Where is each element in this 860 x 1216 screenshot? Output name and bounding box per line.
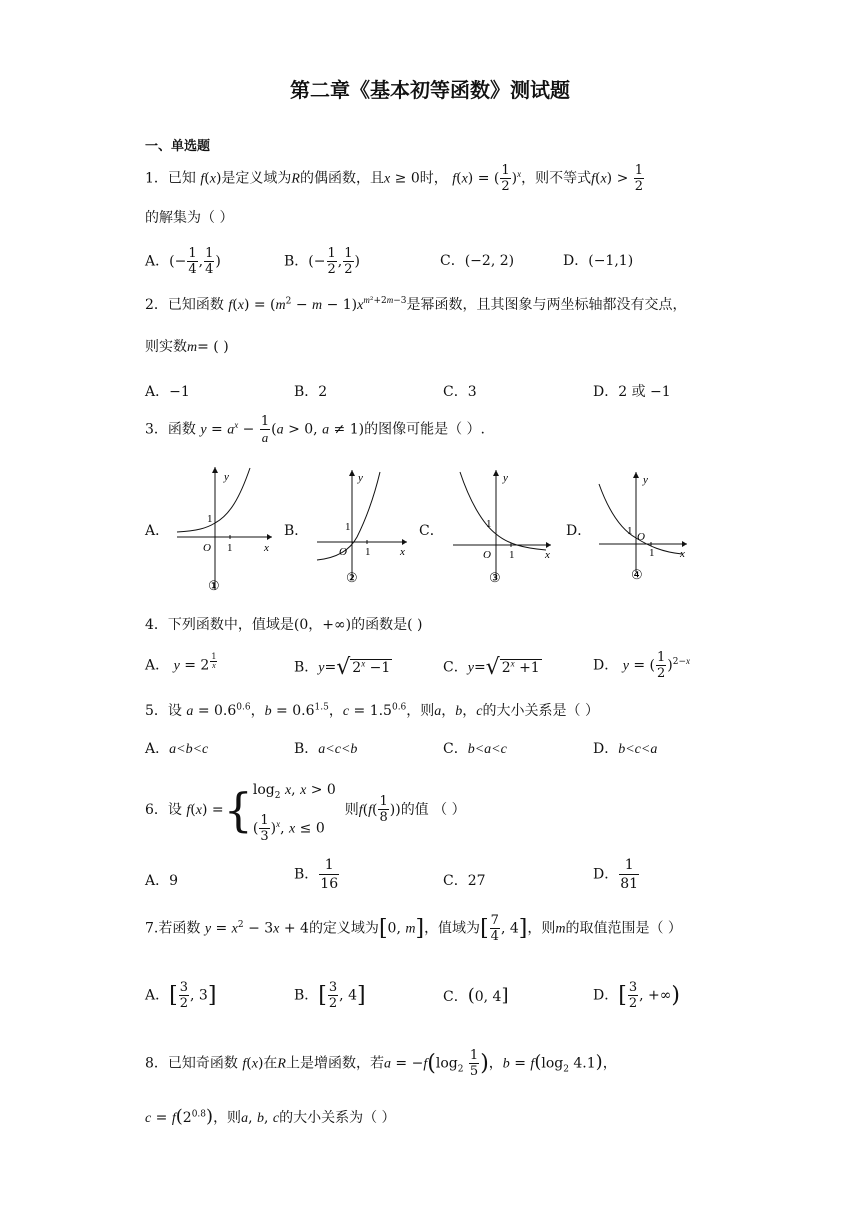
question-2-line2: 则实数m= ( ) bbox=[145, 339, 229, 355]
q1-option-c[interactable]: C．(−2, 2) bbox=[440, 253, 515, 269]
question-8: 8．已知奇函数 f(x)在R上是增函数，若$a = -f(\log_2$ $\frac{1}{5}$ )，$b = f(\log_2$ 4.1)， bbox=[145, 1048, 617, 1079]
question-8-line2: $c = f(2^{0.8})$，则a, b, c的大小关系为（ ） bbox=[145, 1106, 396, 1127]
svg-text:③: ③ bbox=[489, 570, 501, 585]
question-1-line2: 的解集为（ ） bbox=[145, 210, 234, 226]
q5-option-d[interactable]: D．b<c<a bbox=[593, 741, 658, 757]
question-6: 6．设 $f(x) =\{\log_2$ x, x > 0 ( $\frac{1}{3}$ )$^x$, x ≤ 0 则f(f( $\frac{1}{8}$ ))的值 （ ） bbox=[145, 782, 466, 844]
section-heading: 一、单选题 bbox=[145, 139, 211, 154]
graph-1 bbox=[172, 462, 282, 594]
question-7: 7.若函数 $y = x^2 - 3x + 4$的定义域为[0, m]，值域为[ $\frac{7}{4}$ , 4]，则m的取值范围是（ ） bbox=[145, 913, 682, 944]
q5-option-c[interactable]: C．b<a<c bbox=[443, 741, 507, 757]
svg-text:1: 1 bbox=[227, 542, 233, 554]
q3-option-c[interactable]: C． bbox=[419, 523, 444, 539]
svg-text:y: y bbox=[358, 472, 363, 484]
question-1: 1．已知 f(x)是定义域为R的偶函数，且x ≥ 0时， f(x) = ( $\frac{1}{2}$ )$^x$，则不等式f(x) > $\frac{1}{2}$ bbox=[145, 163, 644, 194]
svg-text:x: x bbox=[545, 549, 550, 561]
q2-option-a[interactable]: A．−1 bbox=[145, 384, 190, 400]
svg-text:y: y bbox=[643, 474, 648, 486]
q4-option-a[interactable]: A． y = 2 $^{\frac{1}{x}}$ bbox=[145, 652, 217, 674]
q7-option-c[interactable]: C．(0, 4] bbox=[443, 985, 509, 1006]
q2-option-c[interactable]: C．3 bbox=[443, 384, 477, 400]
question-4: 4．下列函数中，值域是(0，+∞)的函数是( ) bbox=[145, 617, 423, 633]
q6-option-b[interactable]: B． $\frac{1}{16}$ bbox=[294, 857, 339, 892]
page-title: 第二章《基本初等函数》测试题 bbox=[290, 78, 570, 102]
svg-text:O: O bbox=[483, 549, 491, 561]
q7-option-b[interactable]: B．[ $\frac{3}{2}$ , 4] bbox=[294, 980, 366, 1011]
q5-option-b[interactable]: B．a<c<b bbox=[294, 741, 358, 757]
svg-text:O: O bbox=[339, 546, 347, 558]
svg-text:O: O bbox=[637, 531, 645, 543]
q4-option-d[interactable]: D． y = ( $\frac{1}{2}$ )$^{2-x}$ bbox=[593, 650, 691, 681]
q2-option-d[interactable]: D．2 或 −1 bbox=[593, 384, 671, 400]
svg-text:y: y bbox=[503, 472, 508, 484]
q1-option-b[interactable]: B．(− $\frac{1}{2}$ , $\frac{1}{2}$ ) bbox=[284, 246, 360, 277]
graph-4 bbox=[594, 462, 694, 594]
q6-option-d[interactable]: D． $\frac{1}{81}$ bbox=[593, 857, 639, 892]
q4-option-c[interactable]: C．y=√ $2^x +1$ bbox=[443, 655, 540, 680]
svg-text:1: 1 bbox=[345, 521, 351, 533]
svg-text:1: 1 bbox=[509, 549, 515, 561]
svg-text:1: 1 bbox=[486, 518, 492, 530]
svg-text:1: 1 bbox=[207, 513, 213, 525]
svg-text:x: x bbox=[400, 546, 405, 558]
q1-option-a[interactable]: A．(− $\frac{1}{4}$ , $\frac{1}{4}$ ) bbox=[145, 246, 221, 277]
q7-option-d[interactable]: D．[ $\frac{3}{2}$ , +∞) bbox=[593, 980, 680, 1011]
question-3: 3．函数 $y = a^x$ − $\frac{1}{a}$ (a > 0, a ≠ 1)的图像可能是（ ）. bbox=[145, 414, 485, 445]
q6-option-a[interactable]: A．9 bbox=[145, 873, 179, 889]
q3-option-d[interactable]: D． bbox=[566, 523, 592, 539]
svg-text:O: O bbox=[203, 542, 211, 554]
svg-text:②: ② bbox=[346, 570, 358, 585]
svg-text:1: 1 bbox=[627, 525, 633, 537]
svg-text:④: ④ bbox=[631, 567, 643, 582]
q5-option-a[interactable]: A．a<b<c bbox=[145, 741, 209, 757]
q2-option-b[interactable]: B．2 bbox=[294, 384, 328, 400]
svg-text:y: y bbox=[224, 471, 229, 483]
graph-3 bbox=[448, 462, 563, 594]
q1-option-d[interactable]: D．(−1,1) bbox=[563, 253, 634, 269]
q7-option-a[interactable]: A．[ $\frac{3}{2}$ , 3] bbox=[145, 980, 217, 1011]
svg-text:①: ① bbox=[208, 578, 220, 593]
q4-option-b[interactable]: B．y=√ $2^x -1$ bbox=[294, 655, 391, 680]
question-5: 5．设 $a = 0.6^{0.6}$，$b = 0.6^{1.5}$，$c = 1.5^{0.6}$，则a，b，c的大小关系是（ ） bbox=[145, 702, 599, 719]
svg-text:1: 1 bbox=[649, 547, 655, 559]
svg-text:1: 1 bbox=[365, 546, 371, 558]
question-2: 2．已知函数 $f(x) = (m^2 - m - 1)x^{m^2+2m-3}$是幂函数，且其图象与两坐标轴都没有交点， bbox=[145, 295, 687, 313]
q3-option-b[interactable]: B． bbox=[284, 523, 309, 539]
svg-text:x: x bbox=[680, 548, 685, 560]
q6-option-c[interactable]: C．27 bbox=[443, 873, 486, 889]
graph-2 bbox=[312, 462, 422, 594]
q3-option-a[interactable]: A． bbox=[145, 523, 170, 539]
svg-text:x: x bbox=[264, 542, 269, 554]
